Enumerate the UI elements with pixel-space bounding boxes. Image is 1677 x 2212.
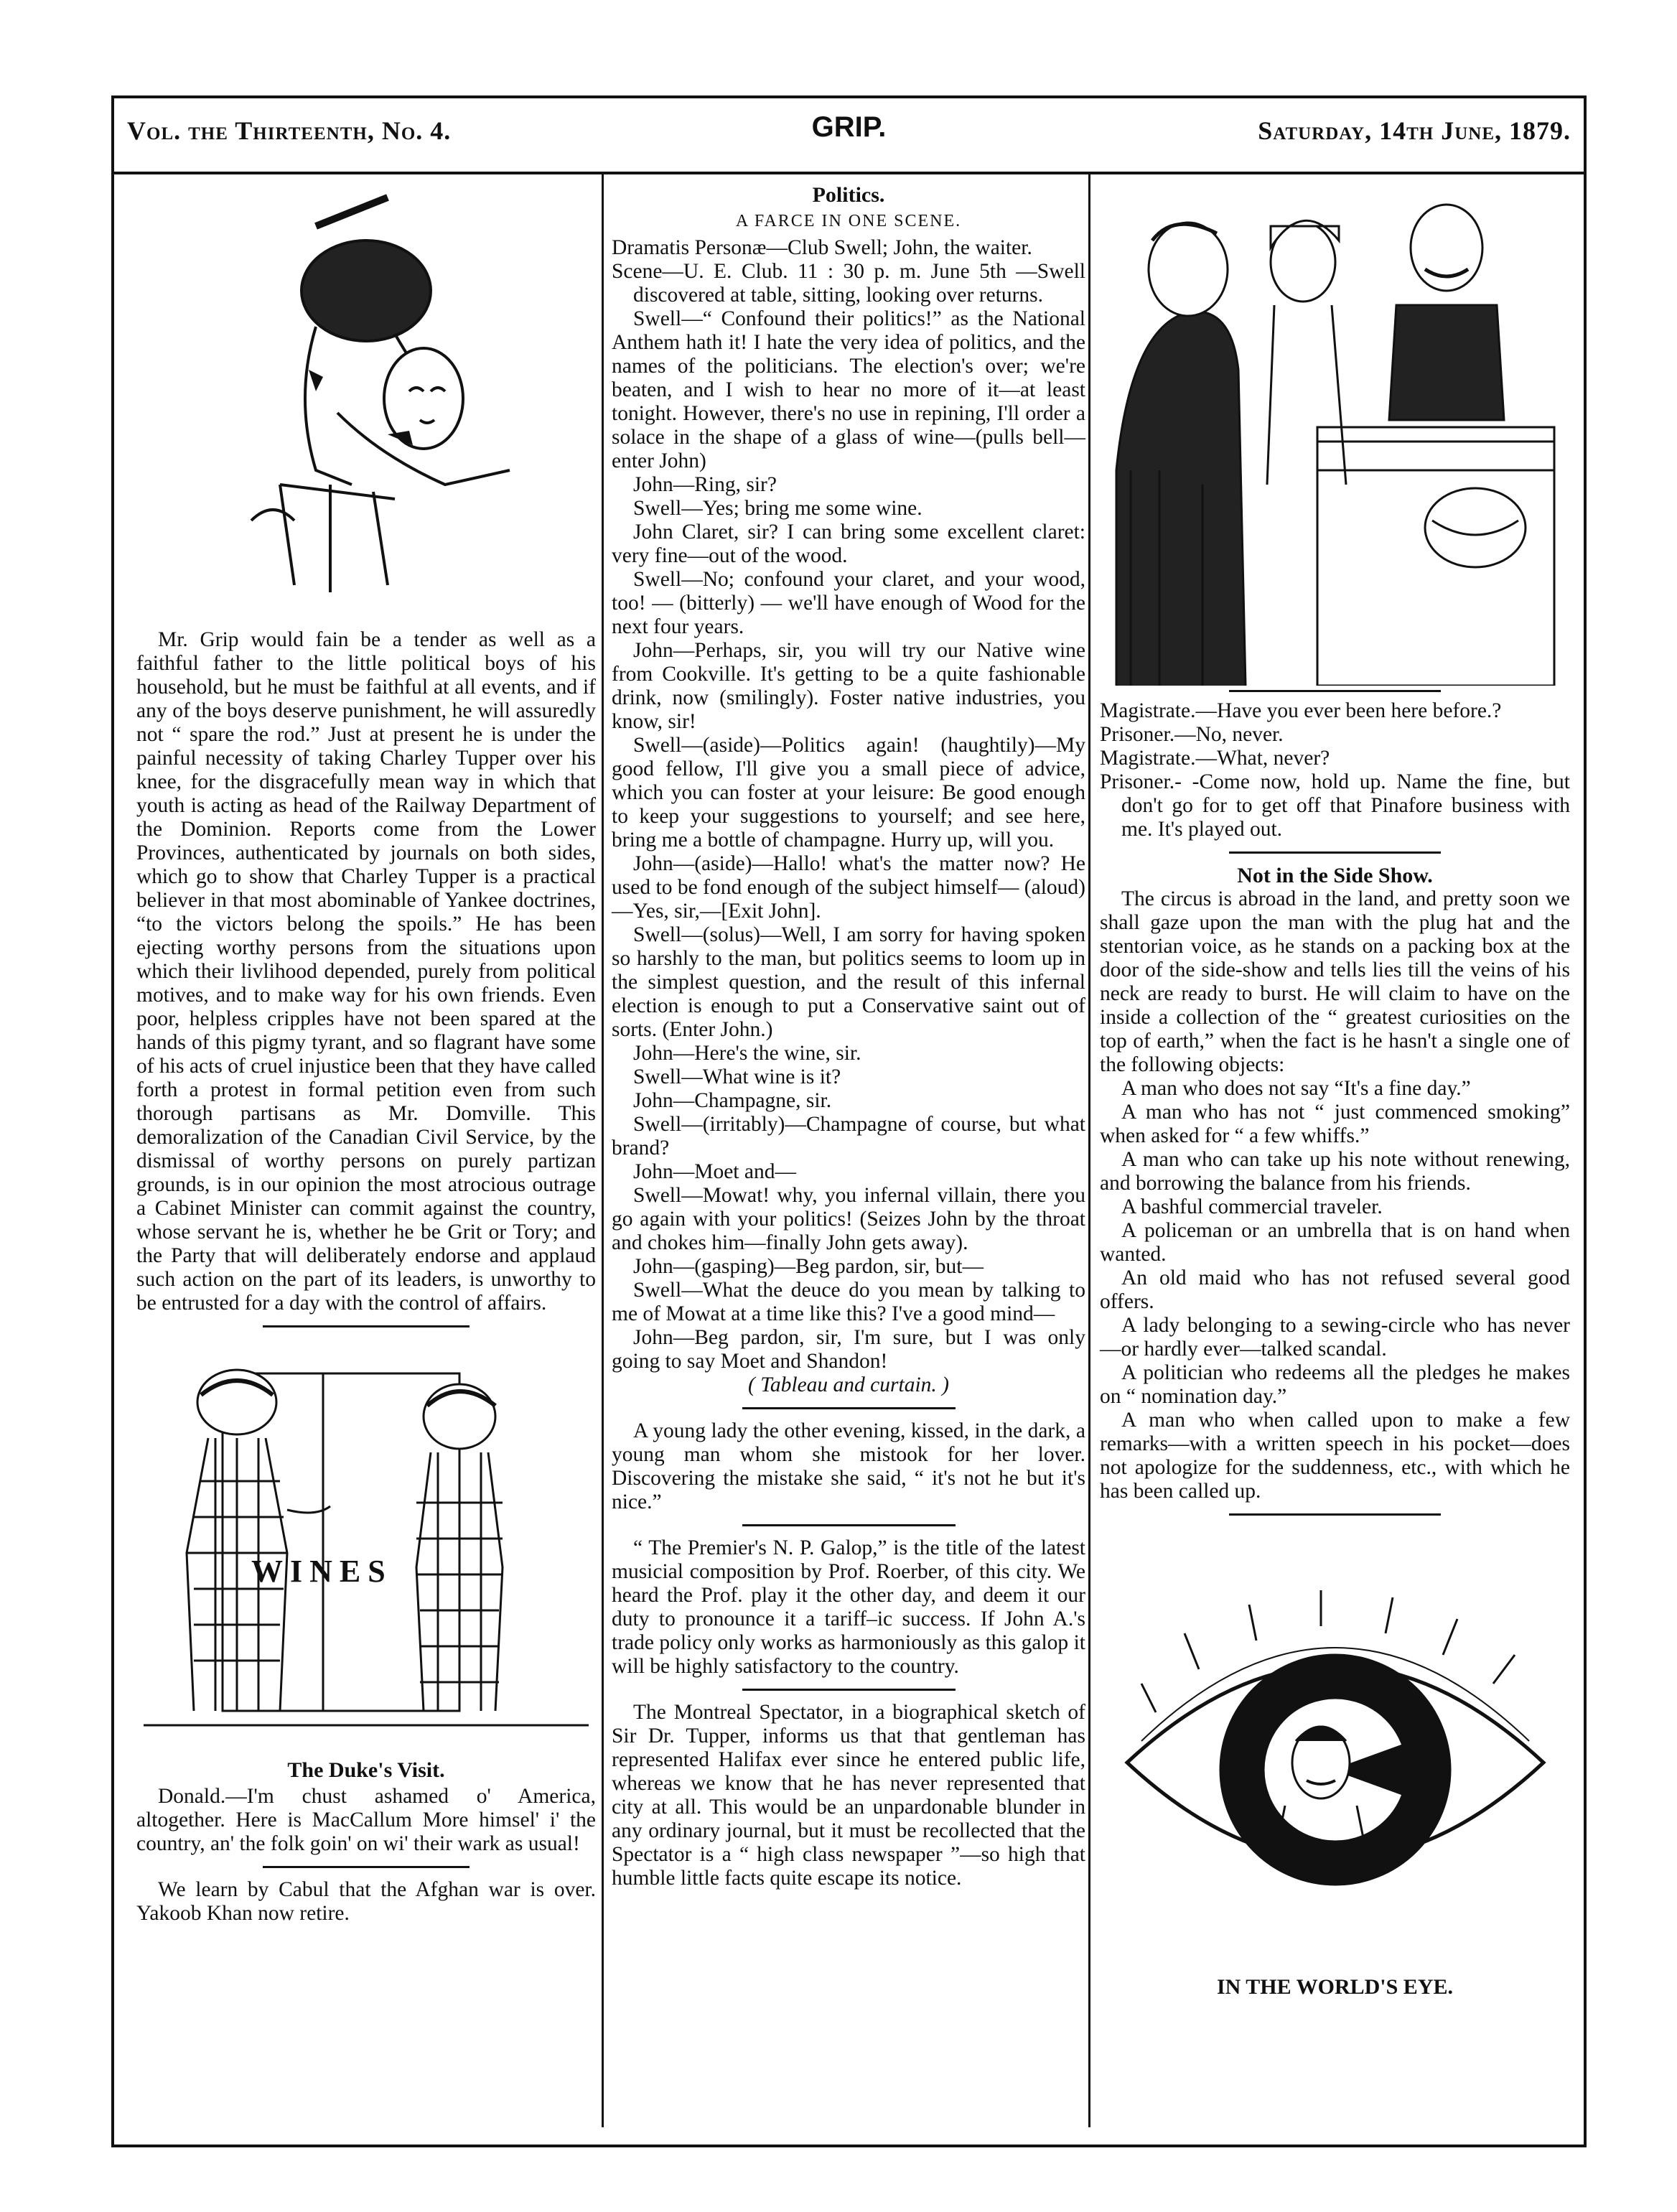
dialog-line: Swell—Yes; bring me some wine.	[633, 497, 922, 520]
sideshow-intro: The circus is abroad in the land, and pretty soon we shall gaze upon the man with the plug hat and the stentorian voice, as he stands on a packing box at the door of the side-show and tells lies till the veins of his neck are ready to burst. He will claim to have on the inside a collection of the “ greatest curiosities on the top of earth,” when the fact is he hasn't a single one of the following objects:	[1100, 887, 1570, 1076]
list-item: A man who has not “ just commenced smoking” when asked for “ a few whiffs.”	[1100, 1101, 1570, 1147]
list-item: A politician who redeems all the pledges he makes on “ nomination day.”	[1100, 1361, 1570, 1408]
dialog-line: Swell—(aside)—Politics again! (haughtily)—My good fellow, I'll give you a small piece of advice, which you can foster at your leisure: Be good enough to keep your suggestions to yourself; and see here, bring me a bottle of champagne. Hurry up, will you.	[612, 734, 1085, 851]
dialog-line: John—Moet and—	[633, 1160, 796, 1183]
afghan-war-note: We learn by Cabul that the Afghan war is over. Yakoob Khan now retire.	[136, 1878, 596, 1925]
sideshow-title: Not in the Side Show.	[1237, 864, 1433, 887]
politics-subtitle: A FARCE IN ONE SCENE.	[735, 212, 962, 230]
list-item: A man who does not say “It's a fine day.”	[1121, 1077, 1471, 1100]
court-dialog	[1100, 699, 1570, 841]
masthead-title: GRIP.	[811, 111, 887, 143]
column-divider-right	[1088, 174, 1090, 2127]
dialog-line: Swell—“ Confound their politics!” as the National Anthem hath it! I hate the very idea of politics, and the names of the politicians. The election's over; we're beaten, and I wish to hear no more of it—at least tonight. However, there's no use in repining, I'll order a solace in the shape of a glass of wine—(pulls bell—enter John)	[612, 307, 1085, 472]
dialog-line: John—Beg pardon, sir, I'm sure, but I was only going to say Moet and Shandon!	[612, 1326, 1085, 1373]
section-rule	[742, 1524, 956, 1526]
masthead-bar	[111, 95, 1587, 174]
court-line: Magistrate.—Have you ever been here before.?	[1100, 699, 1502, 722]
dialog-line: Swell—What the deuce do you mean by talking to me of Mowat at a time like this? I've a good mind—	[612, 1279, 1085, 1325]
spectator-note: The Montreal Spectator, in a biographical sketch of Sir Dr. Tupper, informs us that that gentleman has represented Halifax ever since he entered public life, whereas we know that he has never represented that city at all. This would be an unpardonable blunder in any ordinary journal, but it must be recollected that the Spectator is a “ high class newspaper ”—so high that humble little facts quite escape its notice.	[612, 1701, 1085, 1890]
dialog-line: Swell—(solus)—Well, I am sorry for having spoken so harshly to the man, but politics seems to loom up in the simplest question, and the result of this infernal election is enough to put a Conservative saint out of sorts. (Enter John.)	[612, 923, 1085, 1041]
dialog-line: John—Champagne, sir.	[633, 1089, 832, 1112]
politics-title: Politics.	[812, 183, 885, 207]
section-rule	[1229, 1513, 1441, 1516]
column-three	[1100, 183, 1570, 2002]
worlds-eye-caption: IN THE WORLD'S EYE.	[1217, 1975, 1453, 1999]
dialog-line: John—(gasping)—Beg pardon, sir, but—	[633, 1255, 984, 1278]
dialog-line: Swell—What wine is it?	[633, 1065, 841, 1088]
list-item: A man who can take up his note without renewing, and borrowing the balance from his friends.	[1100, 1148, 1570, 1195]
list-item: A lady belonging to a sewing-circle who has never—or hardly ever—talked scandal.	[1100, 1314, 1570, 1361]
dialog-line: John—(aside)—Hallo! what's the matter now? He used to be fond enough of the subject himself— (aloud) —Yes, sir,—[Exit John].	[612, 852, 1085, 923]
scene-setting: Scene—U. E. Club. 11 : 30 p. m. June 5th —Swell discovered at table, sitting, looking over returns.	[612, 260, 1085, 307]
dukes-visit-illustration-icon	[144, 1338, 589, 1754]
section-rule	[1229, 851, 1441, 854]
volume-number: Vol. the Thirteenth, No. 4.	[127, 116, 452, 145]
issue-date: Saturday, 14th June, 1879.	[1258, 116, 1571, 145]
dukes-visit-caption: The Duke's Visit.	[287, 1758, 445, 1782]
list-item: An old maid who has not refused several good offers.	[1100, 1266, 1570, 1313]
dialog-line: John—Perhaps, sir, you will try our Native wine from Cookville. It's getting to be a quite fashionable drink, now (smilingly). Foster native industries, you know, sir!	[612, 639, 1085, 733]
dialog-line: Swell—No; confound your claret, and your wood, too! — (bitterly) — we'll have enough of Wood for the next four years.	[612, 568, 1085, 638]
grip-article: Mr. Grip would fain be a tender as well as a faithful father to the little political boys of his household, but he must be faithful at all events, and if any of the boys deserve punishment, he will assuredly not “ spare the rod.” Just at present he is under the painful necessity of taking Charley Tupper over his knee, for the disgracefully mean way in which that youth is acting as head of the Railway Department of the Dominion. Reports come from the Lower Provinces, authenticated by journals on both sides, which go to show that Charley Tupper is a practical believer in that most abominable of Yankee doctrines, “to the victors belong the spoils.” He has been ejecting worthy persons from the situations upon which their livlihood depended, purely from political motives, and to make way for his own friends. Even poor, helpless cripples have not been spared at the hands of this pigmy tyrant, and so flagrant have some of his acts of cruel injustice been that they have called forth a protest in formal petition even from such thorough partisans as Mr. Domville. This demoralization of the Canadian Civil Service, by the dismissal of worthy persons on purely partizan grounds, is in our opinion the most atrocious outrage a Cabinet Minister can commit against the country, whose servant he is, whether he be Grit or Tory; and the Party that will deliberately endorse and applaud such action on the part of its leaders, is unworthy to be entrusted for a day with the control of affairs.	[136, 628, 596, 1315]
dramatis-personae: Dramatis Personæ—Club Swell; John, the waiter.	[612, 236, 1032, 259]
dialog-line: Swell—Mowat! why, you infernal villain, there you go again with your politics! (Seizes John by the throat and chokes him—finally John gets away).	[612, 1184, 1085, 1254]
worlds-eye-illustration-icon	[1113, 1526, 1558, 1971]
column-one	[136, 183, 596, 1926]
sideshow-list	[1100, 1077, 1570, 1503]
dialog-line: John—Here's the wine, sir.	[633, 1042, 861, 1065]
courtroom-illustration-icon	[1102, 183, 1569, 686]
column-two	[612, 183, 1085, 1890]
caricature-spanking-icon	[208, 183, 524, 614]
section-rule	[263, 1866, 470, 1868]
wines-sign: WINES	[251, 1554, 393, 1589]
kiss-anecdote: A young lady the other evening, kissed, in the dark, a young man whom she mistook for her lover. Discovering the mistake she said, “ it's not he but it's nice.”	[612, 1419, 1085, 1513]
tableau-note: ( Tableau and curtain. )	[748, 1373, 949, 1396]
galop-note: “ The Premier's N. P. Galop,” is the title of the latest musicial composition by Prof. Roerber, of this city. We heard the Prof. play it the other day, and deem it our duty to pronounce it a tariff–ic success. If John A.'s trade policy only works as harmoniously as this galop it will be highly satisfactory to the country.	[612, 1536, 1085, 1678]
dialog-line: John Claret, sir? I can bring some excellent claret: very fine—out of the wood.	[612, 521, 1085, 567]
list-item: A man who when called upon to make a few remarks—with a written speech in his pocket—does not apologize for the suddenness, etc., with which he has been called up.	[1100, 1409, 1570, 1503]
dukes-visit-text: Donald.—I'm chust ashamed o' America, altogether. Here is MacCallum More himsel' i' the country, an' the folk goin' on wi' their wark as usual!	[136, 1785, 596, 1855]
list-item: A bashful commercial traveler.	[1121, 1195, 1383, 1218]
list-item: A policeman or an umbrella that is on hand when wanted.	[1100, 1219, 1570, 1266]
column-divider-left	[602, 174, 604, 2127]
farce-dialog	[612, 307, 1085, 1373]
section-rule	[742, 1407, 956, 1409]
section-rule	[263, 1325, 470, 1327]
court-line: Prisoner.—No, never.	[1100, 723, 1284, 746]
section-rule	[1229, 690, 1441, 692]
dialog-line: Swell—(irritably)—Champagne of course, but what brand?	[612, 1113, 1085, 1159]
section-rule	[742, 1689, 956, 1691]
court-line: Prisoner.- -Come now, hold up. Name the fine, but don't go for to get off that Pinafore business with me. It's played out.	[1100, 770, 1570, 841]
court-line: Magistrate.—What, never?	[1100, 747, 1330, 770]
dialog-line: John—Ring, sir?	[633, 473, 777, 496]
